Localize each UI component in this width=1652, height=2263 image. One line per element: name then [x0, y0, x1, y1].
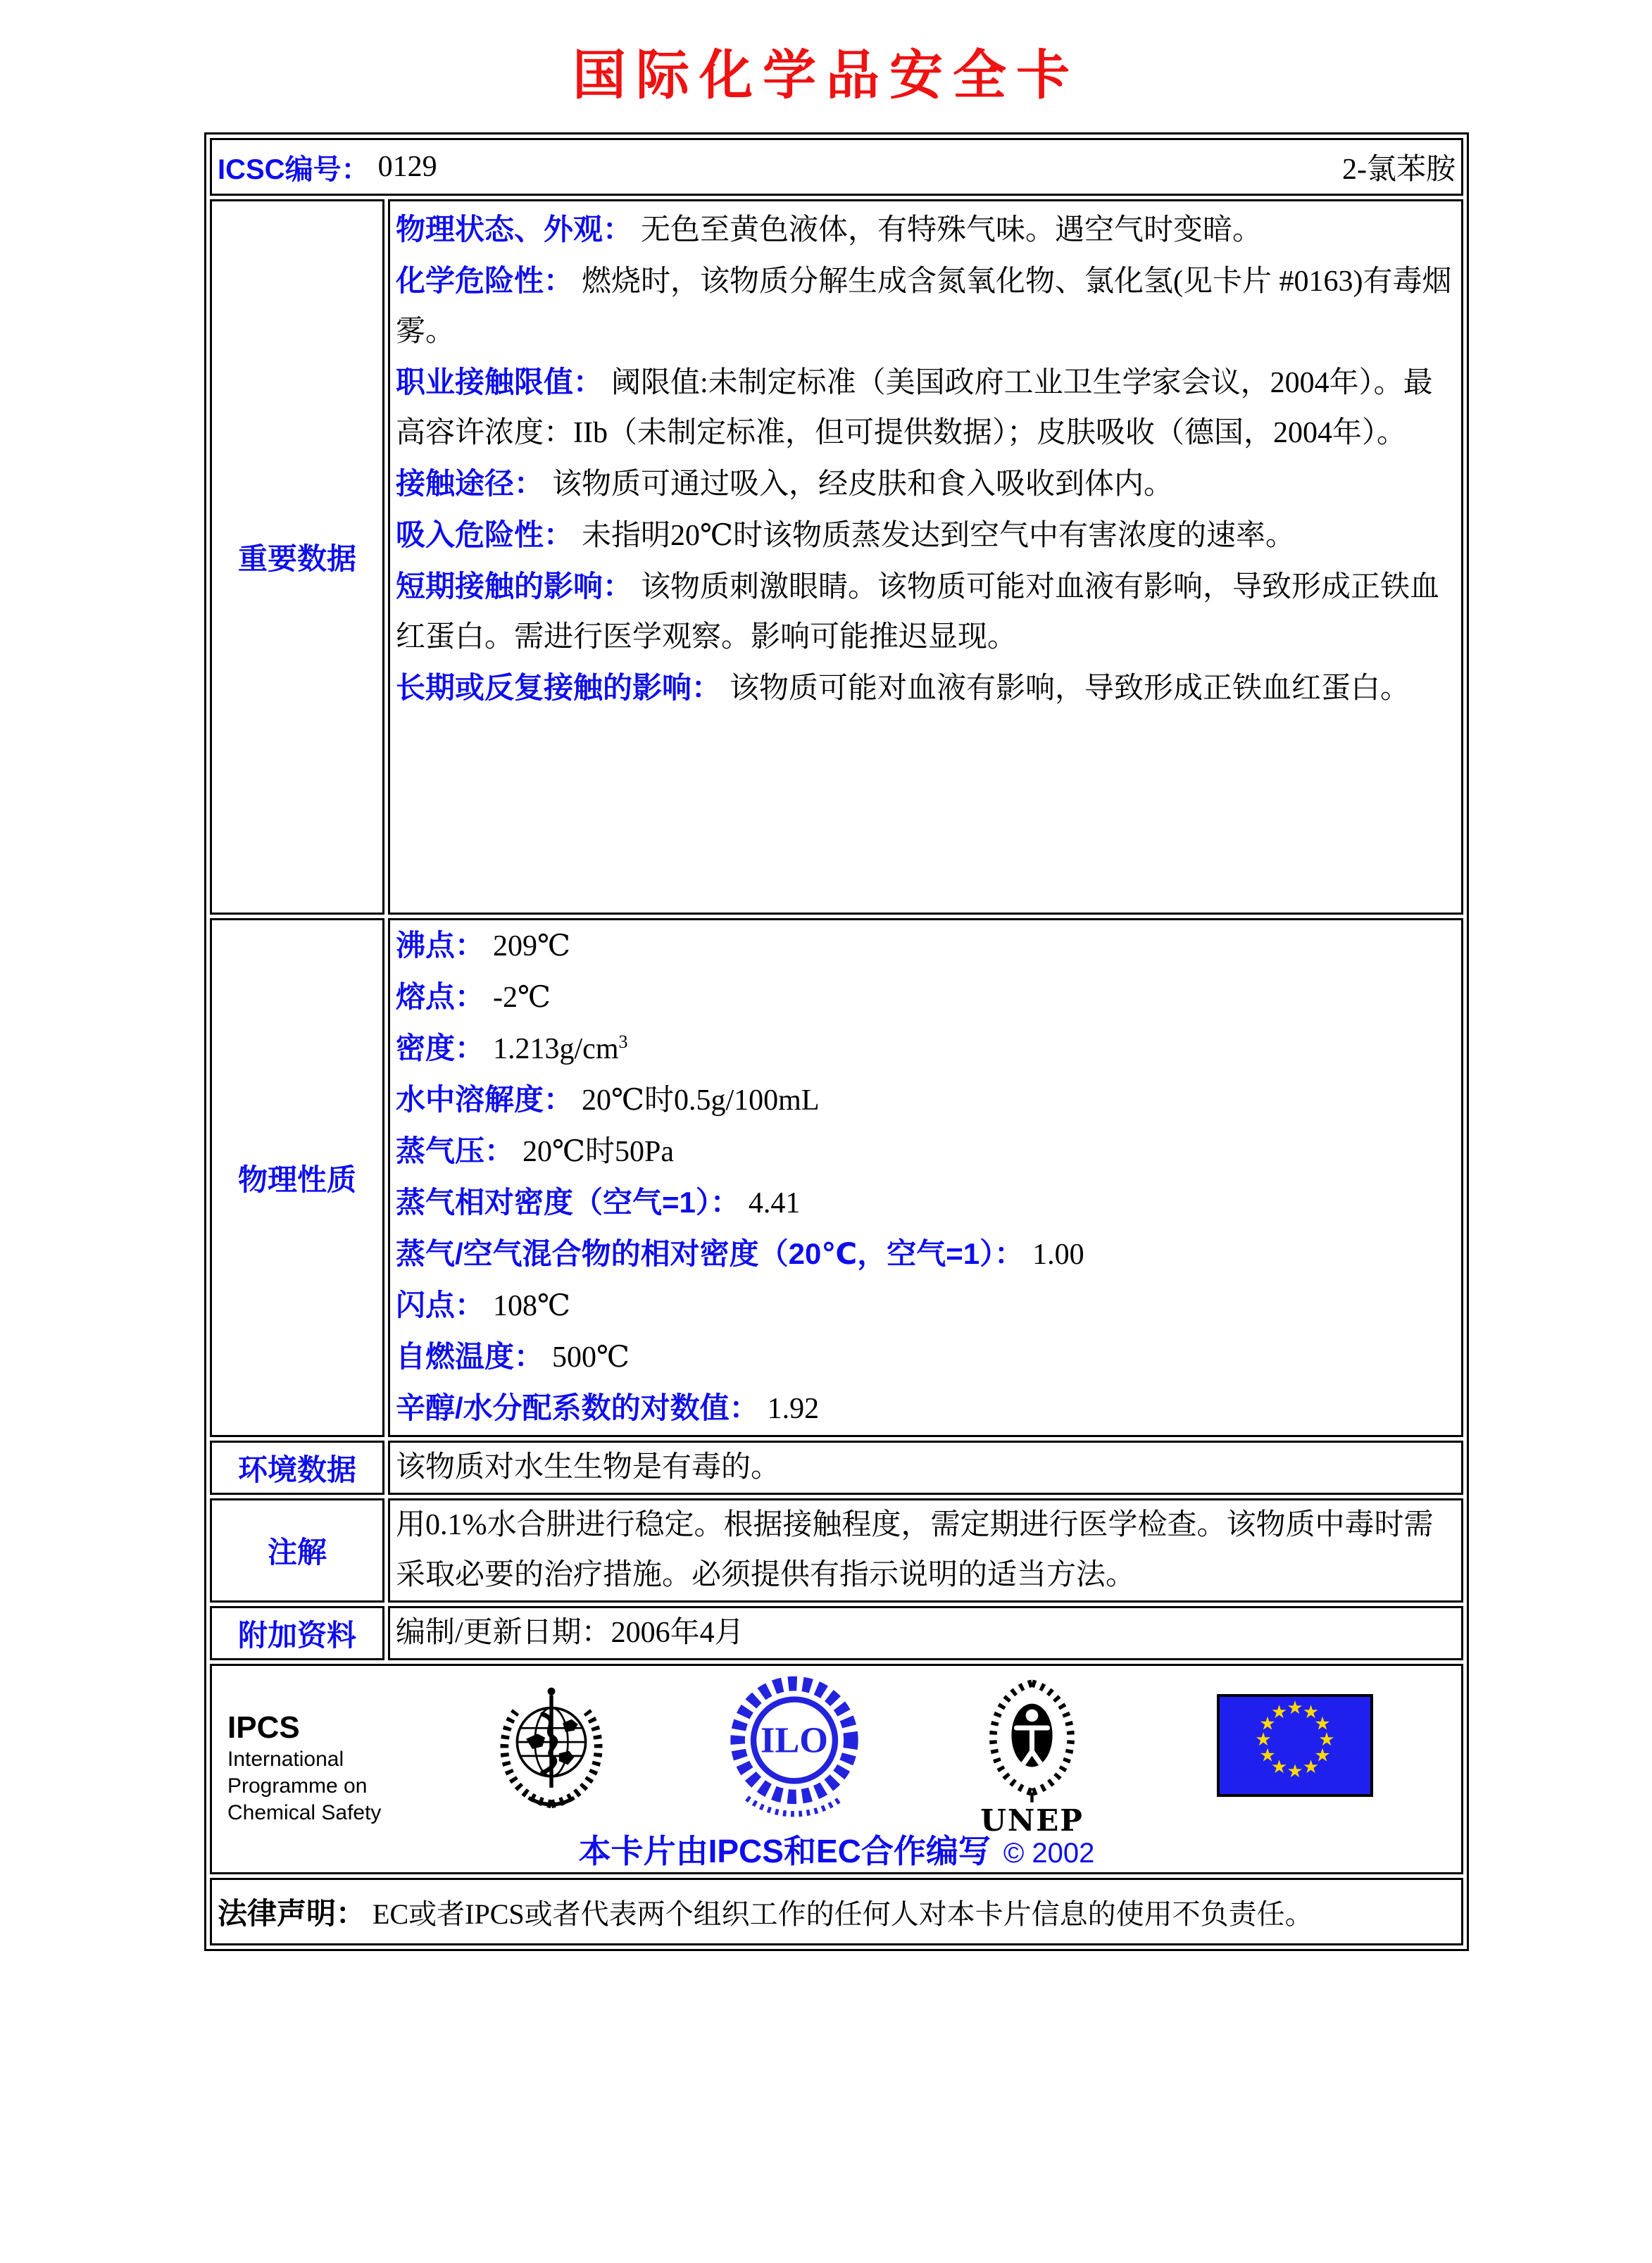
field-text: 1.00	[1032, 1239, 1084, 1271]
section-content-environment: 该物质对水生生物是有毒的。	[388, 1441, 1463, 1495]
logos-cell	[210, 1664, 1463, 1874]
important-item	[396, 458, 1456, 510]
field-text: 20℃时50Pa	[522, 1136, 674, 1168]
field-text: 500℃	[552, 1341, 630, 1374]
legal-label: 法律声明：	[218, 1897, 366, 1930]
field-text: 燃烧时，该物质分解生成含氮氧化物、氯化氢(见卡片 #0163)有毒烟雾。	[396, 265, 1452, 348]
copyright-line	[212, 1826, 1461, 1872]
field-text: 1.92	[767, 1393, 820, 1425]
field-label: 闪点：	[396, 1289, 485, 1322]
section-label-environment: 环境数据	[210, 1441, 384, 1495]
field-text: 20℃时0.5g/100mL	[582, 1084, 820, 1117]
field-label: 职业接触限值：	[396, 365, 603, 399]
logos-row	[210, 1664, 1463, 1874]
field-text: 108℃	[493, 1290, 570, 1322]
additional-row	[210, 1606, 1463, 1660]
header-cell	[210, 138, 1463, 196]
section-content-important	[388, 199, 1463, 915]
field-label: 水中溶解度：	[396, 1083, 574, 1116]
field-text: 未指明20℃时该物质蒸发达到空气中有害浓度的速率。	[582, 520, 1296, 552]
important-item	[396, 561, 1456, 663]
physical-item	[396, 1074, 1456, 1126]
svg-text:★: ★	[1287, 1761, 1303, 1781]
field-label: 沸点：	[396, 929, 485, 962]
physical-item	[396, 1280, 1456, 1331]
icsc-number-label: ICSC编号：	[218, 153, 370, 185]
field-text: 4.41	[748, 1187, 801, 1220]
field-label: 密度：	[396, 1032, 485, 1065]
svg-text:★: ★	[1302, 1702, 1320, 1722]
section-content-additional	[388, 1606, 1463, 1660]
svg-text:★: ★	[1318, 1729, 1335, 1750]
field-text: 该物质可通过吸入，经皮肤和食入吸收到体内。	[552, 468, 1174, 501]
ipcs-line: International	[227, 1748, 344, 1771]
svg-text:★: ★	[1314, 1745, 1331, 1766]
ilo-letters: ILO	[761, 1719, 828, 1761]
section-content-physical	[388, 918, 1463, 1437]
field-label: 熔点：	[396, 980, 485, 1013]
svg-text:★: ★	[1270, 1702, 1288, 1722]
icsc-card	[204, 132, 1469, 1951]
who-logo-icon	[488, 1677, 615, 1818]
field-label: 辛醇/水分配系数的对数值：	[396, 1391, 759, 1424]
physical-item	[396, 1177, 1456, 1229]
important-item	[396, 256, 1456, 357]
physical-item	[396, 920, 1456, 972]
field-label: 接触途径：	[396, 467, 544, 500]
ilo-logo-icon	[727, 1674, 861, 1829]
section-label-important: 重要数据	[210, 199, 384, 915]
field-text: 阈限值:未制定标准（美国政府工业卫生学家会议，2004年）。最高容许浓度：IIb（未制定标准，但可提供数据）；皮肤吸收（德国，2004年）。	[396, 367, 1433, 449]
section-label-additional: 附加资料	[210, 1606, 384, 1660]
header-row	[210, 138, 1463, 196]
legal-cell	[210, 1878, 1463, 1945]
svg-text:★: ★	[1287, 1698, 1303, 1718]
physical-item	[396, 1023, 1456, 1074]
physical-item	[396, 1126, 1456, 1177]
field-label: 吸入危险性：	[396, 518, 574, 551]
svg-text:★: ★	[1270, 1757, 1288, 1777]
physical-item	[396, 1331, 1456, 1383]
important-item	[396, 357, 1456, 458]
page-title: 国际化学品安全卡	[572, 44, 1080, 106]
field-label: 蒸气相对密度（空气=1）：	[396, 1186, 740, 1219]
field-text: 209℃	[493, 930, 570, 963]
ipcs-text-block	[220, 1673, 425, 1826]
field-label: 物理状态、外观：	[396, 213, 633, 246]
svg-text:★: ★	[1255, 1729, 1272, 1750]
legal-text: EC或者IPCS或者代表两个组织工作的任何人对本卡片信息的使用不负责任。	[373, 1898, 1313, 1930]
copyright-year: © 2002	[1003, 1838, 1095, 1869]
field-label: 自燃温度：	[396, 1340, 544, 1373]
unep-logo-icon	[974, 1676, 1090, 1836]
ipcs-line: Chemical Safety	[227, 1801, 382, 1824]
chemical-name: 2-氯苯胺	[1342, 153, 1456, 186]
field-text: 该物质刺激眼睛。该物质可能对血液有影响，导致形成正铁血红蛋白。需进行医学观察。影响可能推迟显现。	[396, 571, 1440, 653]
field-text: 该物质可能对血液有影响，导致形成正铁血红蛋白。	[730, 672, 1410, 705]
physical-properties-row	[210, 918, 1463, 1437]
eu-flag-icon	[1217, 1694, 1373, 1800]
field-label: 短期接触的影响：	[396, 570, 633, 603]
svg-text:★: ★	[1259, 1745, 1276, 1766]
copyright-text: 本卡片由IPCS和EC合作编写	[578, 1833, 991, 1869]
important-item	[396, 663, 1456, 714]
important-item	[396, 510, 1456, 561]
important-data-row	[210, 199, 1463, 915]
field-label: 蒸气压：	[396, 1134, 515, 1167]
svg-text:★: ★	[1259, 1713, 1276, 1734]
svg-text:★: ★	[1314, 1713, 1331, 1734]
field-label: 化学危险性：	[396, 264, 574, 297]
legal-row	[210, 1878, 1463, 1945]
physical-item	[396, 1383, 1456, 1434]
field-label: 蒸气/空气混合物的相对密度（20℃，空气=1）：	[396, 1237, 1025, 1270]
update-date-value: 2006年4月	[611, 1617, 744, 1649]
icsc-table	[204, 132, 1469, 1951]
section-content-notes: 用0.1%水合肼进行稳定。根据接触程度，需定期进行医学检查。该物质中毒时需采取必要的治疗措施。必须提供有指示说明的适当方法。	[388, 1498, 1463, 1603]
environment-row	[210, 1441, 1463, 1495]
field-text: 1.213g/cm	[493, 1033, 619, 1065]
physical-item	[396, 972, 1456, 1023]
superscript: 3	[618, 1032, 628, 1052]
physical-item	[396, 1229, 1456, 1280]
field-text: 无色至黄色液体，有特殊气味。遇空气时变暗。	[641, 214, 1263, 246]
notes-row	[210, 1498, 1463, 1603]
field-text: -2℃	[493, 982, 551, 1014]
section-label-physical: 物理性质	[210, 918, 384, 1437]
field-label: 长期或反复接触的影响：	[396, 671, 722, 704]
section-label-notes: 注解	[210, 1498, 384, 1603]
icsc-number-value: 0129	[377, 151, 437, 183]
unep-caption: UNEP	[980, 1803, 1084, 1838]
update-date-label: 编制/更新日期：	[396, 1617, 611, 1649]
ipcs-line: Programme on	[227, 1774, 368, 1798]
svg-text:★: ★	[1302, 1757, 1320, 1777]
important-item	[396, 204, 1456, 256]
ipcs-title: IPCS	[227, 1710, 300, 1745]
